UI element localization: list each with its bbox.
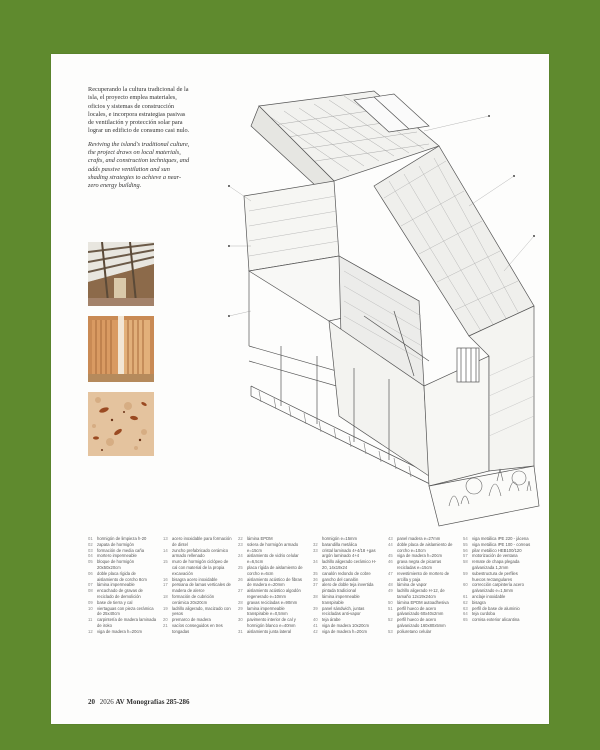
magazine-page xyxy=(51,54,549,724)
legend-column xyxy=(88,536,157,635)
legend-item: 55 viga metálica IPE 100 - correas xyxy=(463,541,531,547)
publication-name: AV Monografías 285-286 xyxy=(115,698,190,706)
legend-item: 16 bisagra acero inoxidable xyxy=(163,576,218,582)
legend-item: 35 canalón redondo de cobre xyxy=(313,570,371,576)
legend-item: 12 viga de madera h=20cm xyxy=(88,628,143,634)
legend-item: 07 lámina impermeable xyxy=(88,582,135,588)
legend-column xyxy=(463,536,532,635)
legend-item: 50 lámina EPDM autoadhesiva xyxy=(388,599,449,605)
legend-item: 42 viga de madera h=20cm xyxy=(313,628,368,634)
legend-item: 15 muro de hormigón ciclópeo de cal con material de la propia excavación xyxy=(163,559,229,576)
legend-item: 51 perfil hueco de acero galvanizado 60x40x2mm xyxy=(388,605,444,617)
axonometric-drawing xyxy=(189,86,545,532)
page-footer xyxy=(88,698,190,706)
legend-item: 44 doble placa de aislamiento de corcho e=10cm xyxy=(388,541,453,553)
photo-plaster-texture xyxy=(88,392,154,456)
legend-item: 18 formación de cubrición cerámica 20x20cm xyxy=(163,593,215,605)
photo-roof-structure xyxy=(88,242,154,306)
legend-item: 06 doble placa rígida de aislamiento de corcho 8cm xyxy=(88,570,147,582)
legend-item: 04 mortero impermeable xyxy=(88,553,137,559)
legend-item: 30 pavimento interior de cal y hormigón blanco e=40mm xyxy=(238,617,296,628)
legend-item: 32 barandilla metálica xyxy=(313,541,357,547)
legend-item: 13 acero inoxidable para formación de dintel xyxy=(163,536,232,547)
legend-item: 39 panel sándwich, juntas recicladas anti-vapor xyxy=(313,605,365,617)
legend-item: hormigón e=15mm xyxy=(322,536,358,541)
legend xyxy=(88,536,538,635)
legend-item: 37 alero de doble teja invertida pintada tradicional xyxy=(313,582,374,594)
legend-column xyxy=(238,536,307,635)
legend-item: 58 remate de chapa plegada galvanizada 1,2mm xyxy=(463,559,520,570)
legend-item: 31 aislamiento junta lateral xyxy=(238,628,291,634)
legend-item: 14 zuncho prefabricado cerámico armado rellenado xyxy=(163,547,229,559)
legend-item: 52 perfil hueco de acero galvanizado 160x80x5mm xyxy=(388,617,446,628)
legend-item: 40 teja árabe xyxy=(313,617,341,623)
legend-item: 21 vacíos conseguidos en tres tongadas xyxy=(163,622,223,634)
legend-item: 19 ladrillo aligerado, macizado con yesos xyxy=(163,605,231,617)
legend-item: 56 pilar metálico HEB100/120 xyxy=(463,547,522,553)
legend-item: 10 viertaguas con pieza cerámica de 25x40cm xyxy=(88,605,154,617)
legend-column xyxy=(163,536,232,635)
legend-item: 59 subestructura de perfiles huecos rectangulares xyxy=(463,570,518,582)
legend-item: 29 lamina impermeable transpirable e=0,5mm xyxy=(238,605,288,617)
legend-item: 22 lámina EPDM xyxy=(238,536,273,541)
intro-spanish: Recuperando la cultura tradicional de la isla, el proyecto emplea materiales, oficios y sistemas de construcción locales, e incorpora estrategias pasivas de ventilación y protección solar para lograr un edificio de consumo casi nulo. xyxy=(88,86,190,135)
legend-item: 17 persiana de lamas verticales de madera de alerce xyxy=(163,582,231,594)
legend-item: 26 aislamiento acústico de fibras de madera e=20mm xyxy=(238,576,302,588)
page-number: 20 xyxy=(88,698,95,706)
legend-item: 09 base de tierra y cal xyxy=(88,599,133,605)
legend-item: 36 gancho del canalón xyxy=(313,576,359,582)
legend-item: 02 zapata de hormigón xyxy=(88,541,135,547)
legend-item: 11 carpintería de madera laminada de iroko xyxy=(88,617,157,628)
legend-item: 65 cornisa exterior alicantina xyxy=(463,617,520,623)
legend-item: 43 panel madera e=27mm xyxy=(388,536,441,541)
legend-column xyxy=(388,536,457,635)
legend-item: 03 formación de media caña xyxy=(88,547,145,553)
legend-item: 64 teja curdoba xyxy=(463,611,496,617)
legend-item: 33 cristal laminado 4+4/18 +gas argón laminado 4+4 xyxy=(313,547,376,559)
legend-item: 41 viga de madera 10x20cm xyxy=(313,622,370,628)
legend-item: 54 viga metálica IPE 220 - jácena xyxy=(463,536,529,541)
legend-item: 62 bisagra xyxy=(463,599,486,605)
footer-year: 2026 xyxy=(99,698,114,706)
legend-item: 49 ladrillo aligerado H-12, de tamaño 12x19x24cm xyxy=(388,588,445,599)
legend-item: 61 anclaje inoxidable xyxy=(463,593,506,599)
legend-item: 48 lámina de vapor xyxy=(388,582,427,588)
legend-item: 24 aislamiento de vidrio celular e=6,5cm xyxy=(238,553,299,565)
legend-item: 46 grava negra de picarras recicladas e=15cm xyxy=(388,559,442,570)
legend-item: 34 ladrillo aligerado cerámico H-20, 14x19x24 xyxy=(313,559,377,570)
legend-item: 57 motorización de ventana xyxy=(463,553,518,559)
intro-text xyxy=(88,86,190,196)
legend-item: 28 gravas recicladas e=90mm xyxy=(238,599,298,605)
legend-item: 01 hormigón de limpieza h-20 xyxy=(88,536,147,541)
legend-item: 08 encachado de gravas de reciclado de demolición xyxy=(88,588,143,599)
legend-item: 47 revestimiento de mortero de arcilla y paja xyxy=(388,570,450,582)
legend-item: 20 premarco de madera xyxy=(163,617,211,623)
photo-wood-shutters xyxy=(88,316,154,382)
legend-item: 38 lámina impermeable transpirable xyxy=(313,593,360,605)
intro-english: Reviving the island's traditional culture, the project draws on local materials, crafts, and construction techniques, and adds passive ventilation and sun shading strategies to achieve a near-zero energy building. xyxy=(88,140,190,190)
legend-item: 27 aislamiento acústico algodón regenerado e=10mm xyxy=(238,588,301,599)
legend-item: 45 viga de madera h=20cm xyxy=(388,553,443,559)
legend-item: 25 placa rígida de aislamiento de corcho e=6cm xyxy=(238,564,303,576)
legend-item: 53 poliuretano celular xyxy=(388,628,432,634)
legend-column xyxy=(313,536,382,635)
legend-item: 63 perfil de base de aluminio xyxy=(463,605,520,611)
legend-item: 23 solera de hormigón armado e=15cm xyxy=(238,541,299,553)
legend-item: 05 bloque de hormigón 20x50x20cm xyxy=(88,559,135,570)
legend-item: 60 corrección carpintería acero galvanizado e=1,5mm xyxy=(463,582,524,594)
